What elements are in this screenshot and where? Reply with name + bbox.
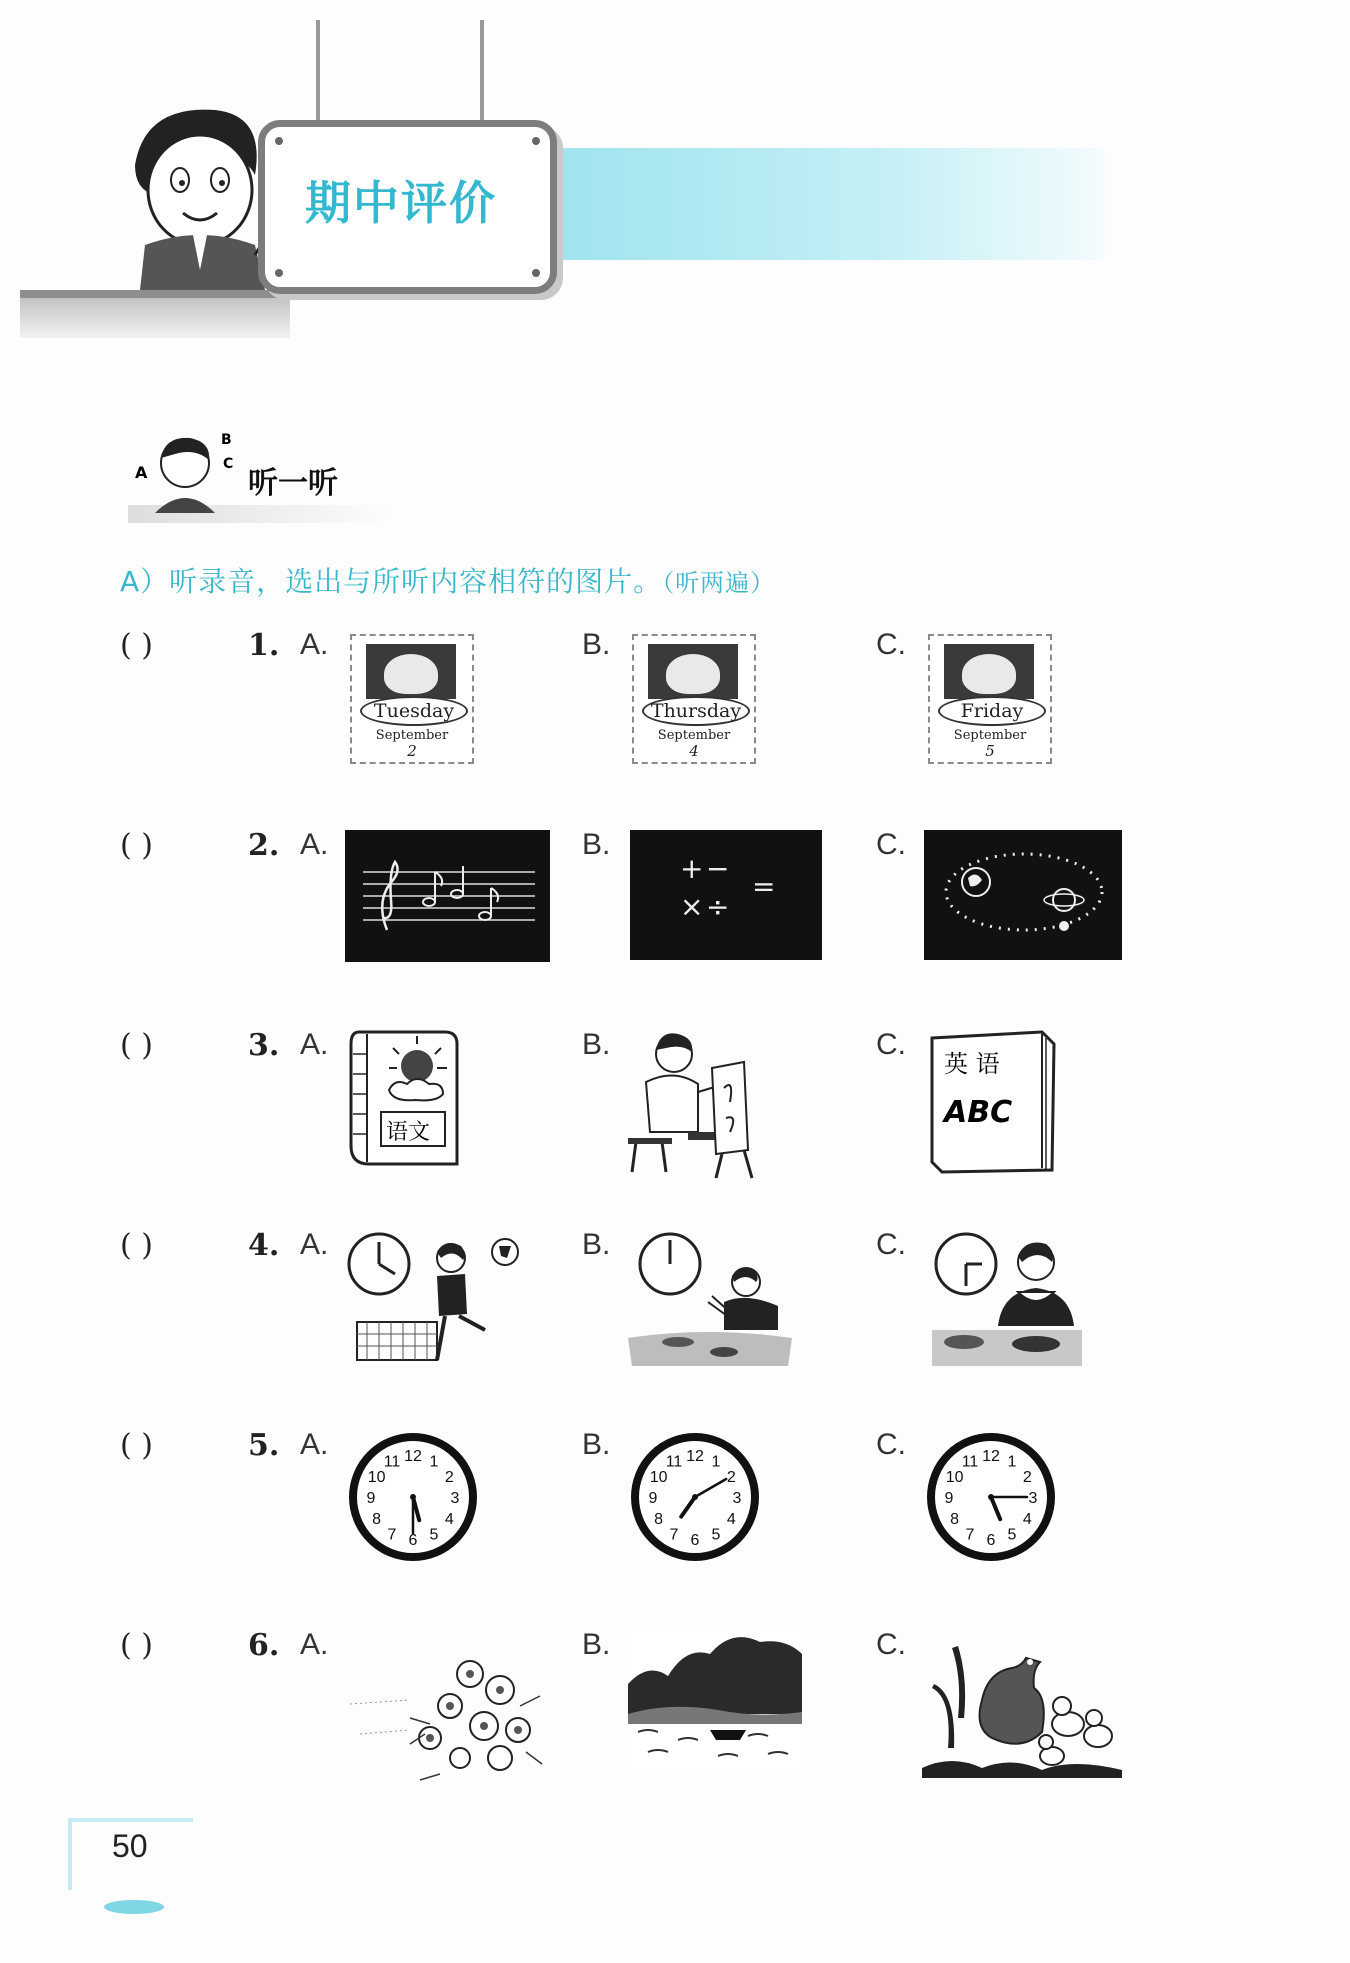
clock-numeral: 7 bbox=[669, 1526, 679, 1544]
option-label-a: A. bbox=[300, 1228, 329, 1261]
question-row-5 bbox=[0, 1428, 1350, 1598]
sign-string-right bbox=[480, 20, 484, 125]
question-number: 5. bbox=[248, 1428, 280, 1463]
option-label-a: A. bbox=[300, 1628, 329, 1661]
clock-numeral: 8 bbox=[950, 1511, 960, 1528]
answer-blank[interactable]: ( ) bbox=[120, 828, 153, 863]
option-label-c: C. bbox=[876, 828, 906, 861]
question-row-4 bbox=[0, 1228, 1350, 1398]
clock-numeral: 4 bbox=[444, 1511, 454, 1528]
clock-numeral: 9 bbox=[648, 1490, 658, 1507]
clock-numeral: 7 bbox=[387, 1526, 397, 1544]
instruction-note: （听两遍） bbox=[662, 569, 776, 597]
clock-numeral: 1 bbox=[711, 1453, 721, 1471]
planets-blackboard[interactable] bbox=[924, 830, 1122, 960]
answer-blank[interactable]: ( ) bbox=[120, 628, 153, 663]
clock-numeral: 7 bbox=[965, 1526, 975, 1544]
sign-rivet bbox=[532, 269, 540, 277]
eating-dinner[interactable] bbox=[924, 1230, 1089, 1370]
clock-numeral: 9 bbox=[944, 1490, 954, 1507]
sign-string-left bbox=[316, 20, 320, 125]
sign-rivet bbox=[275, 137, 283, 145]
calendar-day: Friday bbox=[938, 696, 1046, 726]
page-number: 50 bbox=[112, 1828, 148, 1864]
calendar-month: September bbox=[657, 728, 731, 743]
option-label-a: A. bbox=[300, 1028, 329, 1061]
book-subtitle: ABC bbox=[944, 1095, 1013, 1130]
page-number-stand bbox=[104, 1900, 164, 1914]
clock-numeral: 2 bbox=[726, 1469, 736, 1486]
clock-numeral: 6 bbox=[986, 1532, 996, 1549]
question-row-1 bbox=[0, 628, 1350, 798]
banner-desk bbox=[20, 292, 290, 338]
clock-numeral: 4 bbox=[1022, 1511, 1032, 1528]
question-row-3 bbox=[0, 1028, 1350, 1198]
clock-numeral: 12 bbox=[404, 1448, 422, 1465]
instruction-main: A）听录音，选出与所听内容相符的图片。 bbox=[120, 565, 663, 598]
mountains-lake-scene[interactable] bbox=[628, 1632, 802, 1770]
option-label-b: B. bbox=[582, 1628, 611, 1661]
clock-face[interactable] bbox=[628, 1430, 762, 1564]
math-blackboard[interactable] bbox=[630, 830, 822, 960]
question-number: 3. bbox=[248, 1028, 280, 1063]
clock-numeral: 6 bbox=[408, 1532, 418, 1549]
clock-numeral: 10 bbox=[367, 1469, 386, 1486]
clock-numeral: 1 bbox=[429, 1453, 439, 1471]
calendar-day: Thursday bbox=[642, 696, 750, 726]
banner-band bbox=[545, 148, 1105, 260]
student-listening-icon bbox=[135, 428, 245, 518]
ducks-scene[interactable] bbox=[922, 1628, 1122, 1778]
calendar-day: Tuesday bbox=[360, 696, 468, 726]
option-label-c: C. bbox=[876, 1028, 906, 1061]
clock-numeral: 1 bbox=[1007, 1453, 1017, 1471]
clock-numeral: 2 bbox=[1022, 1469, 1032, 1486]
answer-blank[interactable]: ( ) bbox=[120, 1228, 153, 1263]
question-number: 4. bbox=[248, 1228, 280, 1263]
clock-numeral: 10 bbox=[649, 1469, 668, 1486]
clock-numeral: 8 bbox=[654, 1511, 664, 1528]
clock-numeral: 9 bbox=[366, 1490, 376, 1507]
sign-rivet bbox=[532, 137, 540, 145]
clock-numeral: 3 bbox=[732, 1490, 742, 1507]
clock-center bbox=[988, 1494, 994, 1500]
calendar-tuesday[interactable] bbox=[350, 634, 474, 764]
page-corner-line bbox=[68, 1818, 193, 1822]
book-title: 语文 bbox=[386, 1120, 431, 1145]
calendar-month: September bbox=[375, 728, 449, 743]
calendar-date: 5 bbox=[985, 742, 995, 760]
option-label-b: B. bbox=[582, 1428, 611, 1461]
clock-numeral: 5 bbox=[1007, 1526, 1017, 1544]
clock-face[interactable] bbox=[924, 1430, 1058, 1564]
option-label-b: B. bbox=[582, 628, 611, 661]
math-symbol: = bbox=[752, 870, 776, 903]
playing-football[interactable] bbox=[345, 1230, 525, 1370]
calendar-thursday[interactable] bbox=[632, 634, 756, 764]
flowers-scene[interactable] bbox=[350, 1634, 550, 1784]
answer-blank[interactable]: ( ) bbox=[120, 1028, 153, 1063]
music-blackboard[interactable] bbox=[345, 830, 550, 962]
svg-text:C: C bbox=[223, 456, 234, 472]
clock-numeral: 6 bbox=[690, 1532, 700, 1549]
title-sign bbox=[258, 120, 557, 294]
math-symbol: ÷ bbox=[706, 890, 730, 923]
question-row-6 bbox=[0, 1628, 1350, 1798]
option-label-b: B. bbox=[582, 1228, 611, 1261]
sign-rivet bbox=[275, 269, 283, 277]
math-symbol: − bbox=[706, 852, 730, 885]
clock-numeral: 3 bbox=[450, 1490, 460, 1507]
clock-numeral: 3 bbox=[1028, 1490, 1038, 1507]
page-corner-line bbox=[68, 1820, 72, 1890]
question-number: 6. bbox=[248, 1628, 280, 1663]
clock-numeral: 5 bbox=[711, 1526, 721, 1544]
svg-text:A: A bbox=[135, 463, 148, 482]
calendar-friday[interactable] bbox=[928, 634, 1052, 764]
calendar-month: September bbox=[953, 728, 1027, 743]
clock-numeral: 12 bbox=[686, 1448, 704, 1465]
eating-lunch[interactable] bbox=[628, 1230, 793, 1370]
question-number: 1. bbox=[248, 628, 280, 663]
instruction-text bbox=[120, 560, 775, 600]
clock-numeral: 2 bbox=[444, 1469, 454, 1486]
math-symbol: + bbox=[680, 852, 704, 885]
option-label-c: C. bbox=[876, 1428, 906, 1461]
option-label-c: C. bbox=[876, 1228, 906, 1261]
answer-blank[interactable]: ( ) bbox=[120, 1628, 153, 1663]
clock-numeral: 10 bbox=[945, 1469, 964, 1486]
clock-numeral: 5 bbox=[429, 1526, 439, 1544]
option-label-a: A. bbox=[300, 1428, 329, 1461]
calendar-date: 2 bbox=[407, 742, 417, 760]
clock-numeral: 11 bbox=[383, 1453, 401, 1471]
option-label-b: B. bbox=[582, 1028, 611, 1061]
question-number: 2. bbox=[248, 828, 280, 863]
clock-numeral: 4 bbox=[726, 1511, 736, 1528]
boy-painting[interactable] bbox=[626, 1022, 756, 1182]
calendar-date: 4 bbox=[689, 742, 699, 760]
option-label-b: B. bbox=[582, 828, 611, 861]
book-title: 英 语 bbox=[944, 1050, 1000, 1078]
clock-numeral: 12 bbox=[982, 1448, 1000, 1465]
question-row-2 bbox=[0, 828, 1350, 998]
chinese-book[interactable] bbox=[345, 1024, 465, 1174]
clock-numeral: 11 bbox=[665, 1453, 683, 1471]
option-label-a: A. bbox=[300, 628, 329, 661]
english-book[interactable] bbox=[922, 1024, 1062, 1174]
option-label-a: A. bbox=[300, 828, 329, 861]
clock-face[interactable] bbox=[346, 1430, 480, 1564]
math-symbol: × bbox=[680, 890, 704, 923]
svg-text:B: B bbox=[221, 432, 232, 448]
clock-numeral: 8 bbox=[372, 1511, 382, 1528]
section-title: 听一听 bbox=[248, 466, 338, 501]
clock-center bbox=[692, 1494, 698, 1500]
clock-numeral: 11 bbox=[961, 1453, 979, 1471]
clock-center bbox=[410, 1494, 416, 1500]
option-label-c: C. bbox=[876, 628, 906, 661]
page-title: 期中评价 bbox=[305, 176, 497, 230]
answer-blank[interactable]: ( ) bbox=[120, 1428, 153, 1463]
option-label-c: C. bbox=[876, 1628, 906, 1661]
